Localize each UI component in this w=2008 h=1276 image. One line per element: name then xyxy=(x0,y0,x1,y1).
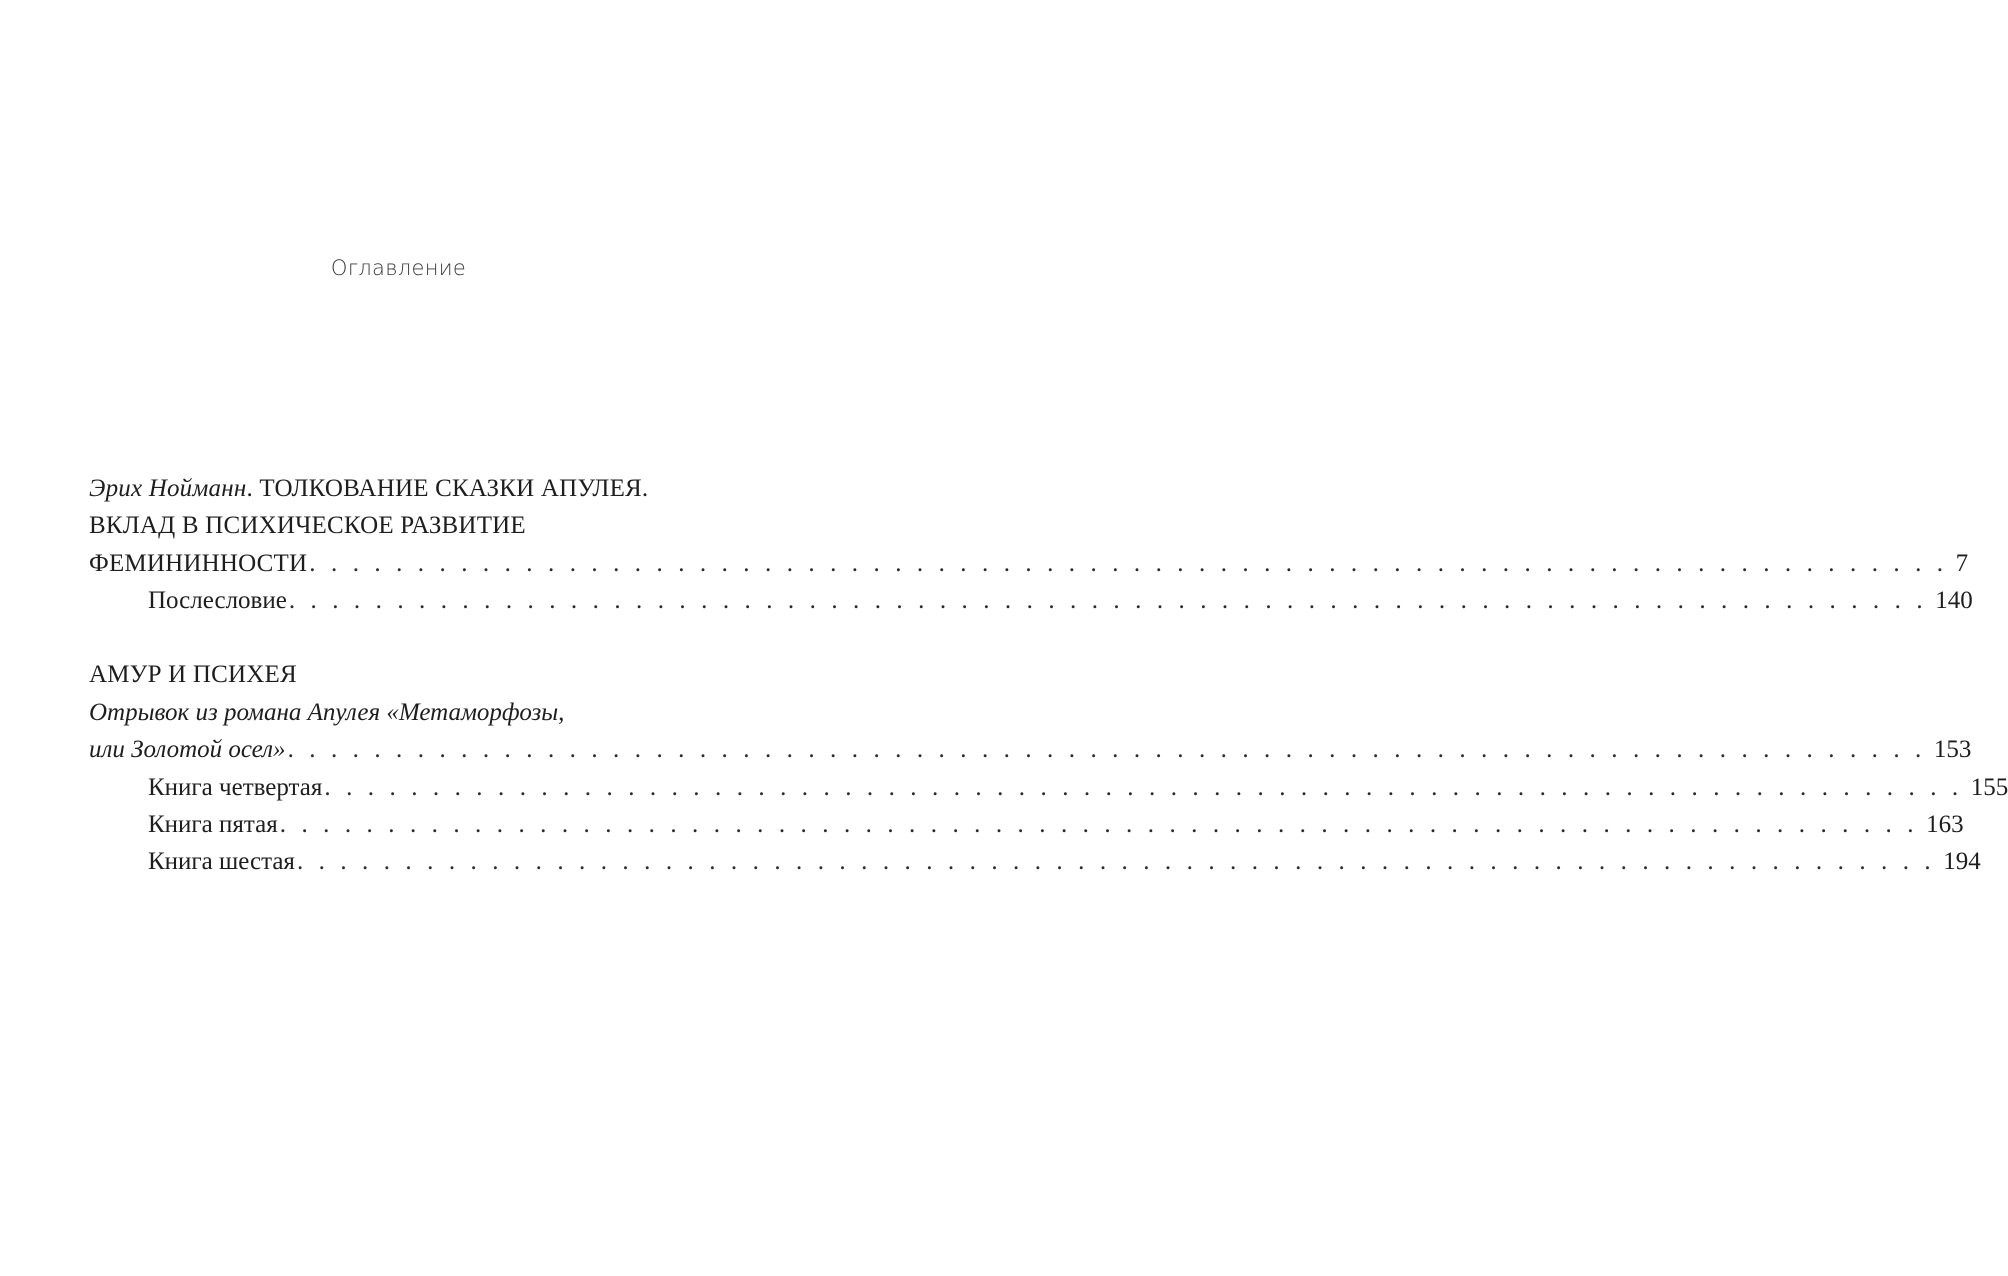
page-number: 155 xyxy=(1970,774,2008,801)
dot-leader: . . . . . . . . . . . . . . . . . . . . . . . . . . . . . . . . . . . . . . . . . . . . . . . . . . . . . . . . . . . . . . . . . . . . . . . . . . . . xyxy=(288,587,1928,614)
toc-entry-book-six[interactable] xyxy=(148,846,1981,878)
section-1-title-part-1: . ТОЛКОВАНИЕ СКАЗКИ АПУЛЕЯ. xyxy=(246,475,649,502)
dot-leader: . . . . . . . . . . . . . . . . . . . . . . . . . . . . . . . . . . . . . . . . . . . . . . . . . . . . . . . . . . . . . . . . . . . . . . . . . . . . xyxy=(287,736,1926,763)
toc-entry-book-four[interactable] xyxy=(148,772,2008,804)
dot-leader: . . . . . . . . . . . . . . . . . . . . . . . . . . . . . . . . . . . . . . . . . . . . . . . . . . . . . . . . . . . . . . . . . . . . . . . . . . . . xyxy=(309,550,1948,577)
section-2-subtitle-line-1: Отрывок из романа Апулея «Метаморфозы, xyxy=(89,699,565,726)
page-number: 140 xyxy=(1935,587,1973,614)
section-1-title-line-2: ВКЛАД В ПСИХИЧЕСКОЕ РАЗВИТИЕ xyxy=(89,512,526,539)
entry-label: Послесловие xyxy=(148,587,287,614)
entry-label: Книга шестая xyxy=(148,848,295,875)
dot-leader: . . . . . . . . . . . . . . . . . . . . . . . . . . . . . . . . . . . . . . . . . . . . . . . . . . . . . . . . . . . . . . . . . . . . . . . . . . . . xyxy=(324,774,1963,801)
section-2-subtitle-part-2: или Золотой осел» xyxy=(89,736,286,763)
page-number: 163 xyxy=(1926,811,1964,838)
page-number: 153 xyxy=(1933,736,1972,763)
section-2-title: АМУР И ПСИХЕЯ xyxy=(89,661,297,688)
dot-leader: . . . . . . . . . . . . . . . . . . . . . . . . . . . . . . . . . . . . . . . . . . . . . . . . . . . . . . . . . . . . . . . . . . . . . . . . . . . . xyxy=(296,848,1936,875)
section-1-author: Эрих Нойманн xyxy=(89,475,247,502)
toc-entry-golden-ass[interactable] xyxy=(89,734,1972,766)
toc-entry-femininity[interactable] xyxy=(89,548,1969,580)
entry-label: Книга четвертая xyxy=(148,774,323,801)
dot-leader: . . . . . . . . . . . . . . . . . . . . . . . . . . . . . . . . . . . . . . . . . . . . . . . . . . . . . . . . . . . . . . . . . . . . . . . . . . . . xyxy=(279,811,1919,838)
toc-entry-book-five[interactable] xyxy=(148,809,1964,841)
entry-label: Книга пятая xyxy=(148,811,278,838)
section-1-title-line-1 xyxy=(89,473,707,505)
page-number: 7 xyxy=(1955,550,1969,577)
page-number: 194 xyxy=(1943,848,1981,875)
toc-entry-afterword[interactable] xyxy=(148,585,1973,617)
section-1-title-part-3: ФЕМИНИННОСТИ xyxy=(89,550,308,577)
page-title: Оглавление xyxy=(330,256,467,280)
